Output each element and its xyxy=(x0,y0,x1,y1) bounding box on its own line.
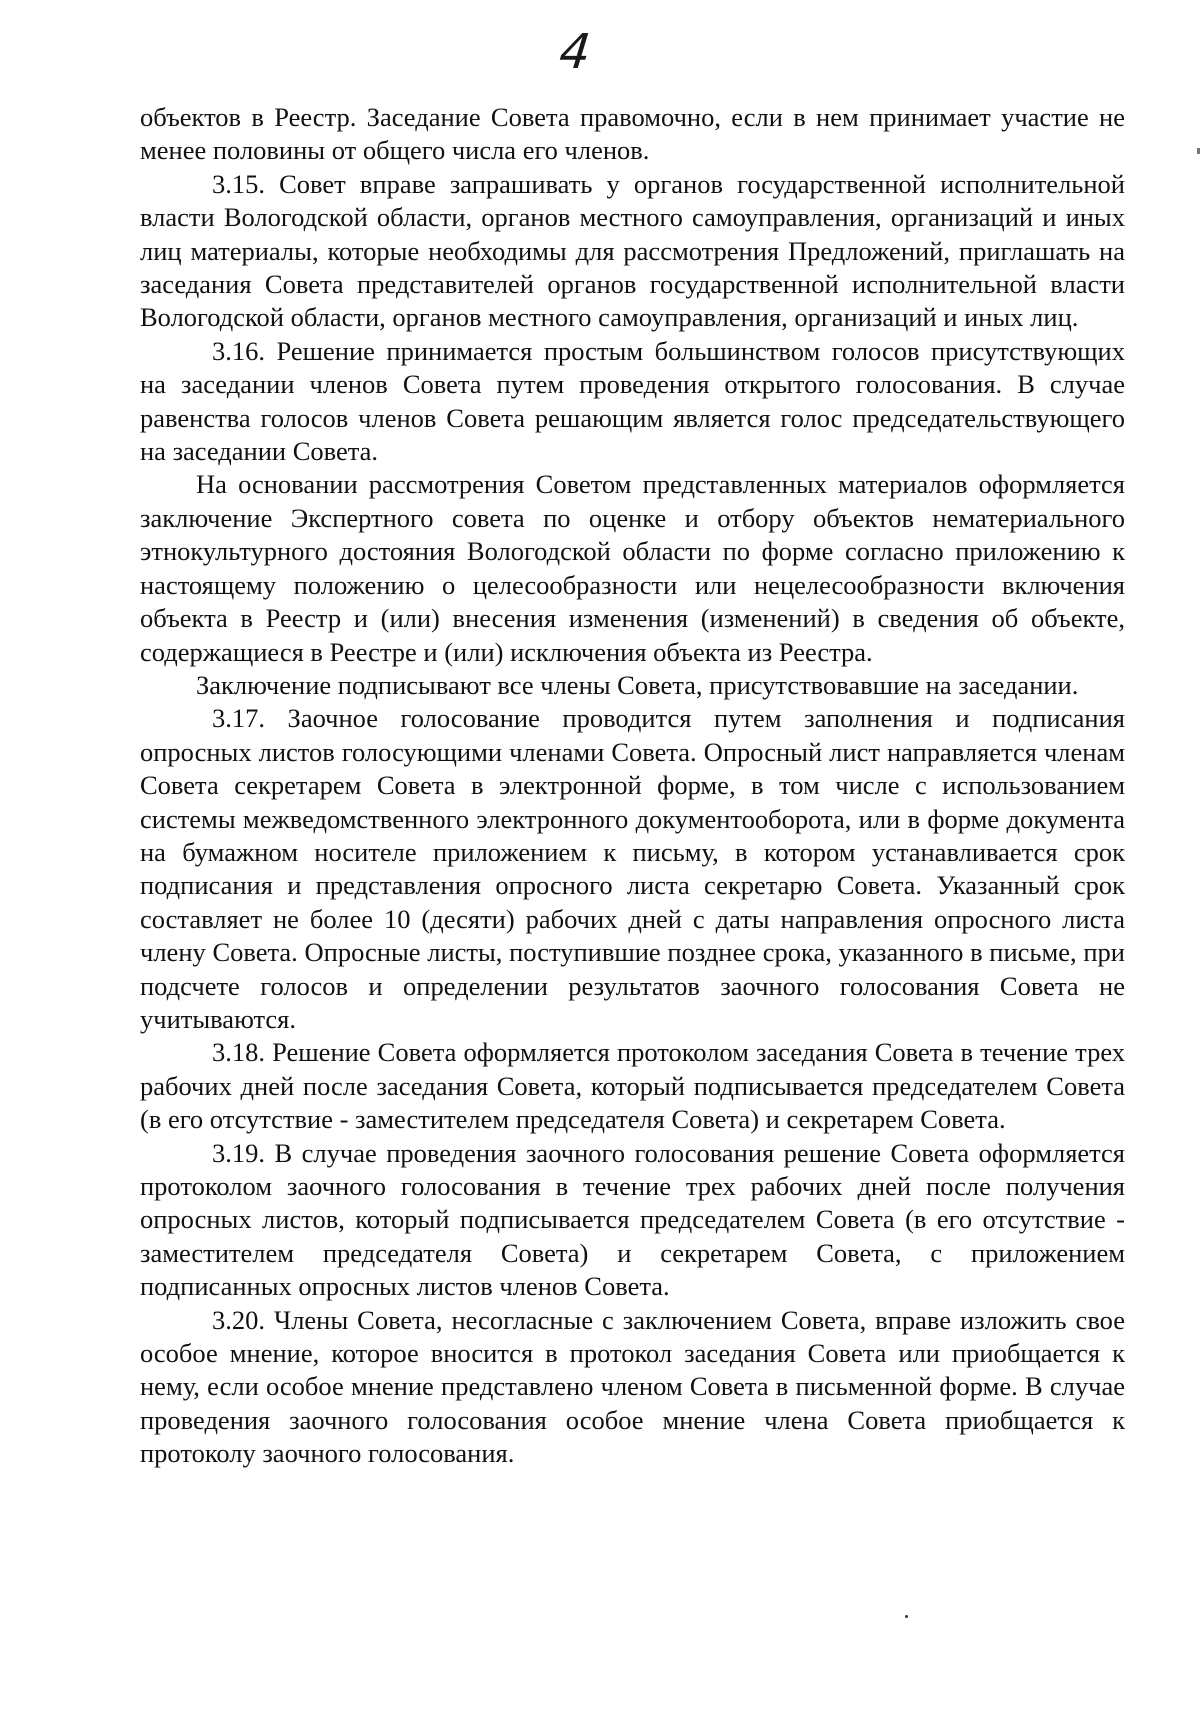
scan-speck xyxy=(905,1615,908,1618)
document-body xyxy=(140,101,1125,1471)
paragraph-3-16: 3.16. Решение принимается простым большинством голосов присутствующих на заседании членов Совета путем проведения открытого голосования. В случае равенства голосов членов Совета решающим является голос председательствующего на заседании Совета. xyxy=(140,335,1125,467)
paragraph-3-17: 3.17. Заочное голосование проводится путем заполнения и подписания опросных листов голосующими членами Совета. Опросный лист направляется членам Совета секретарем Совета в электронной форме, в том числе с использованием системы межведомственного электронного документооборота, или в форме документа на бумажном носителе приложением к письму, в котором устанавливается срок подписания и представления опросного листа секретарю Совета. Указанный срок составляет не более 10 (десяти) рабочих дней с даты направления опросного листа члену Совета. Опросные листы, поступившие позднее срока, указанного в письме, при подсчете голосов и определении результатов заочного голосования Совета не учитываются. xyxy=(140,703,1125,1034)
paragraph-3-15: 3.15. Совет вправе запрашивать у органов государственной исполнительной власти Вологодской области, органов местного самоуправления, организаций и иных лиц материалы, которые необходимы для рассмотрения Предложений, приглашать на заседания Совета представителей органов государственной исполнительной власти Вологодской области, органов местного самоуправления, организаций и иных лиц. xyxy=(140,168,1125,333)
paragraph-continuation: объектов в Реестр. Заседание Совета правомочно, если в нем принимает участие не менее половины от общего числа его членов. xyxy=(140,102,1125,166)
paragraph-3-20: 3.20. Члены Совета, несогласные с заключением Совета, вправе изложить свое особое мнение, которое вносится в протокол заседания Совета или приобщается к нему, если особое мнение представлено членом Совета в письменной форме. В случае проведения заочного голосования особое мнение члена Совета приобщается к протоколу заочного голосования. xyxy=(140,1304,1125,1469)
handwritten-page-number: 4 xyxy=(556,24,594,80)
paragraph-3-19: 3.19. В случае проведения заочного голосования решение Совета оформляется протоколом заочного голосования в течение трех рабочих дней после получения опросных листов, который подписывается председателем Совета (в его отсутствие - заместителем председателя Совета) и секретарем Совета, с приложением подписанных опросных листов членов Совета. xyxy=(140,1137,1125,1302)
paragraph-3-18: 3.18. Решение Совета оформляется протоколом заседания Совета в течение трех рабочих дней после заседания Совета, который подписывается председателем Совета (в его отсутствие - заместителем председателя Совета) и секретарем Совета. xyxy=(140,1037,1125,1135)
paragraph-conclusion-form: На основании рассмотрения Советом представленных материалов оформляется заключение Экспертного совета по оценке и отбору объектов нематериального этнокультурного достояния Вологодской области по форме согласно приложению к настоящему положению о целесообразности или нецелесообразности включения объекта в Реестр и (или) внесения изменения (изменений) в сведения об объекте, содержащиеся в Реестре и (или) исключения объекта из Реестра. xyxy=(140,469,1125,667)
paragraph-conclusion-signing: Заключение подписывают все члены Совета, присутствовавшие на заседании. xyxy=(196,669,1079,700)
